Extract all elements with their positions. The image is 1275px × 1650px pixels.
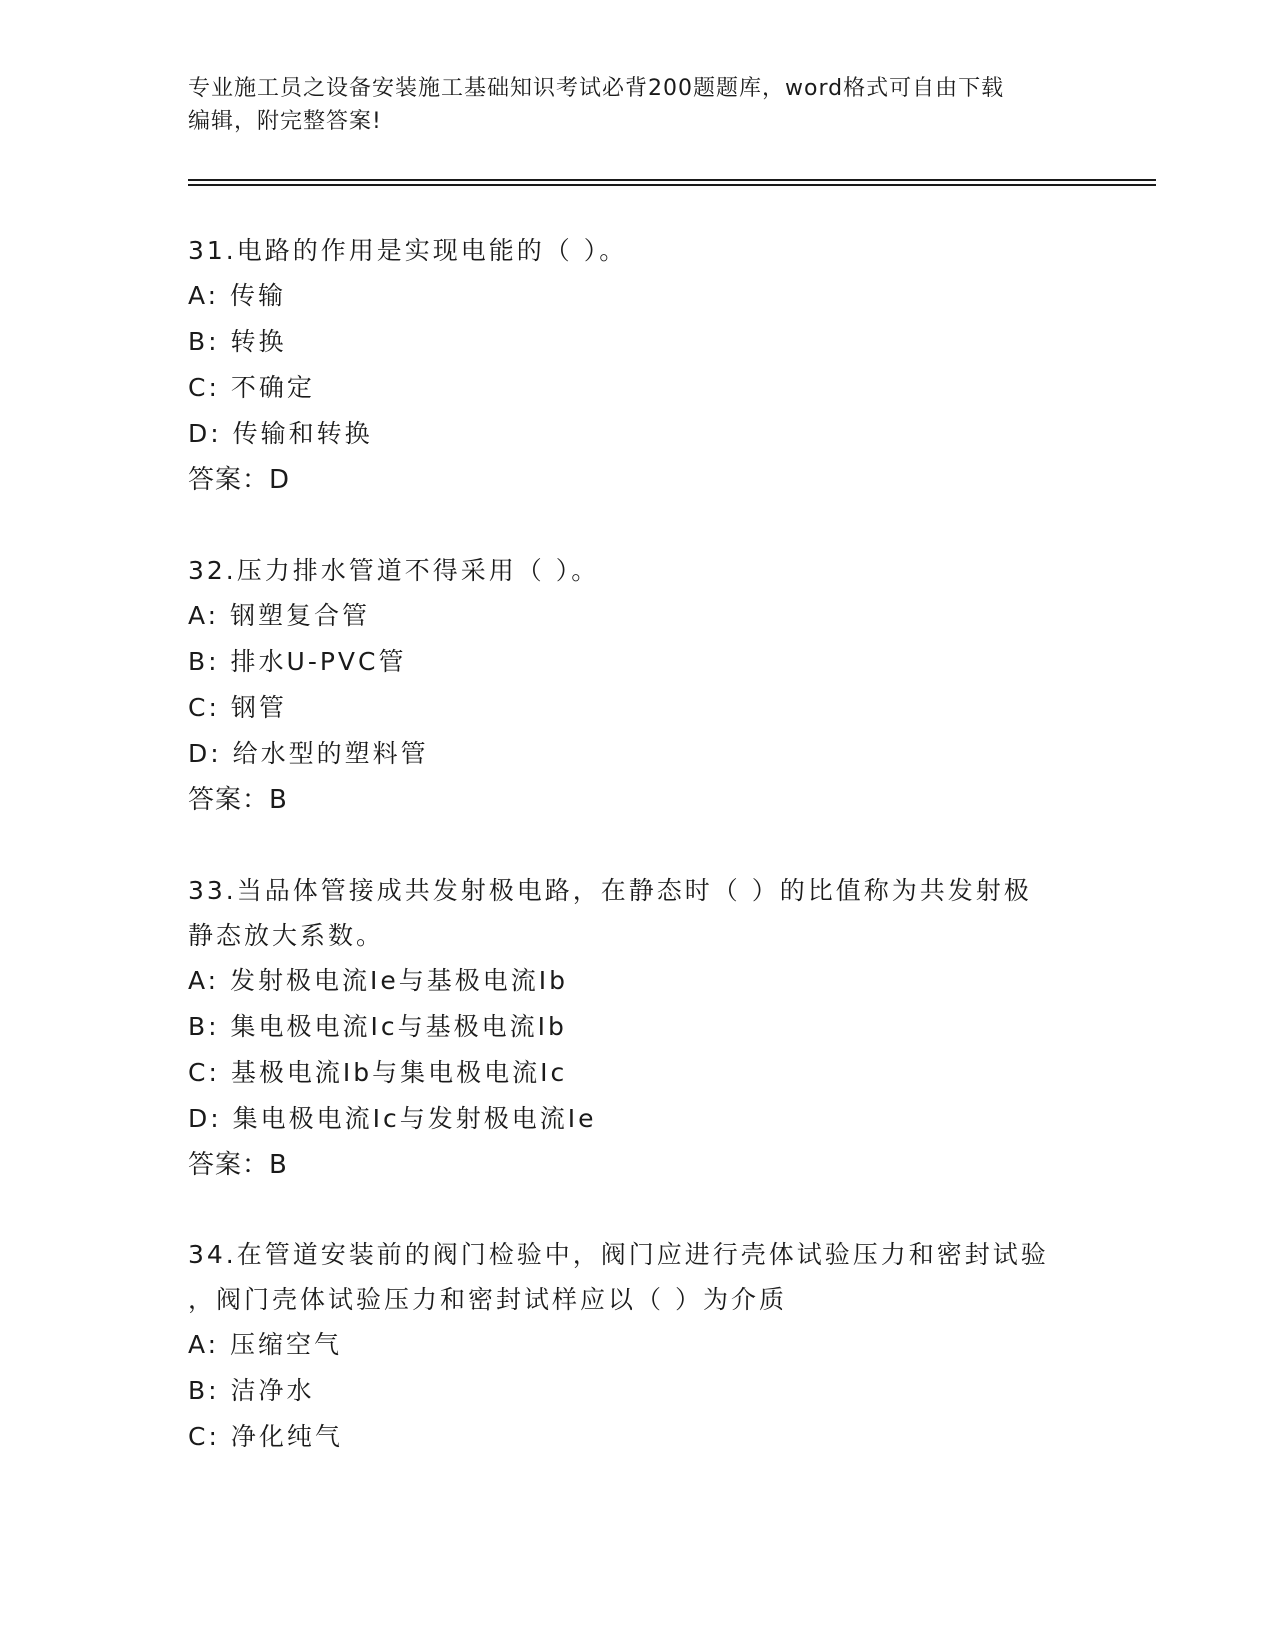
option-b: B: 洁净水 — [188, 1376, 315, 1405]
question-stem-line-2: ，阀门壳体试验压力和密封试样应以（ ）为介质 — [188, 1285, 787, 1314]
question-stem: 32.压力排水管道不得采用（ ）。 — [188, 556, 600, 585]
option-d: D: 集电极电流Ic与发射极电流Ie — [188, 1104, 597, 1133]
header-line-1: 专业施工员之设备安装施工基础知识考试必背200题题库，word格式可自由下载 — [188, 76, 1005, 101]
option-d: D: 给水型的塑料管 — [188, 739, 429, 768]
option-a: A: 发射极电流Ie与基极电流Ib — [188, 966, 569, 995]
option-b: B: 排水U-PVC管 — [188, 647, 407, 676]
option-c: C: 净化纯气 — [188, 1422, 343, 1451]
question-34 — [188, 1232, 1088, 1460]
option-c: C: 基极电流Ib与集电极电流Ic — [188, 1058, 568, 1087]
header-divider-bottom — [188, 184, 1156, 186]
option-c: C: 钢管 — [188, 693, 287, 722]
question-stem-line-2: 静态放大系数。 — [188, 921, 385, 950]
option-c: C: 不确定 — [188, 373, 315, 402]
question-31 — [188, 228, 1088, 503]
option-a: A: 压缩空气 — [188, 1330, 343, 1359]
header-divider-top — [188, 179, 1156, 181]
question-stem-line-1: 33.当品体管接成共发射极电路，在静态时（ ）的比值称为共发射极 — [188, 876, 1032, 905]
option-b: B: 集电极电流Ic与基极电流Ib — [188, 1012, 567, 1041]
question-stem: 31.电路的作用是实现电能的（ ）。 — [188, 236, 628, 265]
answer: 答案：D — [188, 465, 291, 495]
option-d: D: 传输和转换 — [188, 419, 373, 448]
question-33 — [188, 868, 1088, 1188]
question-stem-line-1: 34.在管道安装前的阀门检验中，阀门应进行壳体试验压力和密封试验 — [188, 1240, 1049, 1269]
option-a: A: 钢塑复合管 — [188, 601, 371, 630]
answer: 答案：B — [188, 785, 288, 815]
option-b: B: 转换 — [188, 327, 287, 356]
question-32 — [188, 548, 1088, 823]
option-a: A: 传输 — [188, 281, 287, 310]
answer: 答案：B — [188, 1150, 288, 1180]
header-line-2: 编辑，附完整答案! — [188, 109, 382, 134]
document-header — [188, 72, 1088, 138]
